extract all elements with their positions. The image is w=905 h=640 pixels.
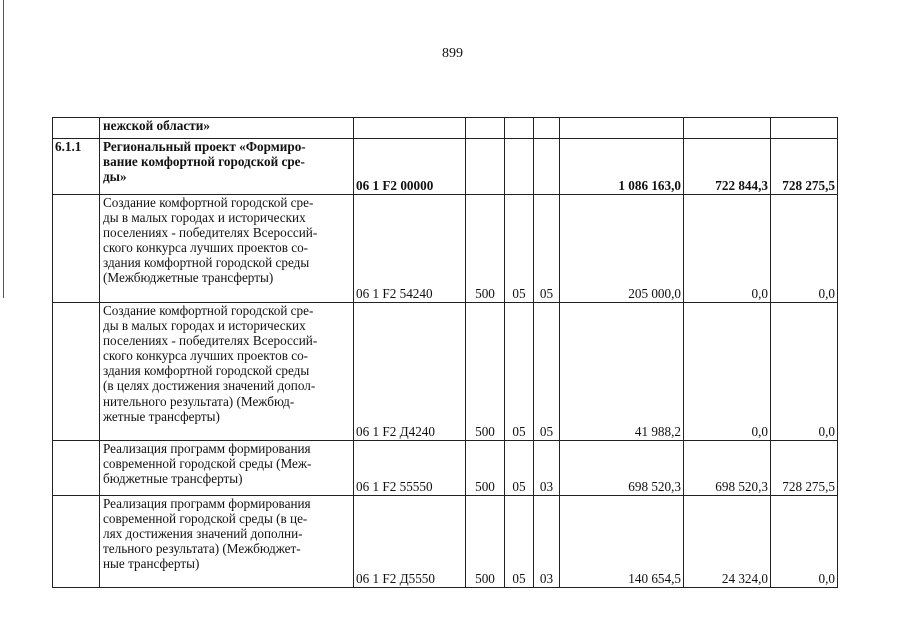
section-code xyxy=(505,139,534,195)
row-description: Региональный проект «Формиро- вание комфортной городской сре- ды» xyxy=(100,139,354,195)
section-code: 05 xyxy=(505,441,534,496)
section-code: 05 xyxy=(505,195,534,303)
section-code xyxy=(505,118,534,139)
amount-year-1: 205 000,0 xyxy=(560,195,684,303)
amount-year-3: 0,0 xyxy=(771,496,838,588)
amount-year-1: 1 086 163,0 xyxy=(560,139,684,195)
table-row xyxy=(53,195,838,303)
page-number: 899 xyxy=(442,46,463,61)
expense-type xyxy=(466,139,505,195)
expense-type: 500 xyxy=(466,303,505,441)
row-number xyxy=(53,118,100,139)
expense-type: 500 xyxy=(466,441,505,496)
table-row xyxy=(53,139,838,195)
subsection-code xyxy=(534,139,560,195)
table-row xyxy=(53,496,838,588)
budget-code: 06 1 F2 00000 xyxy=(354,139,466,195)
amount-year-2: 0,0 xyxy=(684,195,771,303)
expense-type: 500 xyxy=(466,496,505,588)
amount-year-2: 698 520,3 xyxy=(684,441,771,496)
amount-year-2: 24 324,0 xyxy=(684,496,771,588)
expense-type xyxy=(466,118,505,139)
amount-year-1: 698 520,3 xyxy=(560,441,684,496)
row-description: Реализация программ формирования современной городской среды (в це- лях достижения значений дополни- тельного результата) (Межбюджет- ные трансферты) xyxy=(100,496,354,588)
amount-year-1 xyxy=(560,118,684,139)
amount-year-2: 0,0 xyxy=(684,303,771,441)
budget-code: 06 1 F2 54240 xyxy=(354,195,466,303)
amount-year-3: 728 275,5 xyxy=(771,441,838,496)
table-row xyxy=(53,118,838,139)
section-code: 05 xyxy=(505,303,534,441)
budget-code: 06 1 F2 Д4240 xyxy=(354,303,466,441)
subsection-code: 03 xyxy=(534,496,560,588)
amount-year-3 xyxy=(771,118,838,139)
budget-table xyxy=(52,117,838,588)
row-description: нежской области» xyxy=(100,118,354,139)
row-number xyxy=(53,441,100,496)
row-description: Реализация программ формирования современной городской среды (Меж- бюджетные трансферты) xyxy=(100,441,354,496)
subsection-code xyxy=(534,118,560,139)
amount-year-2 xyxy=(684,118,771,139)
budget-code: 06 1 F2 55550 xyxy=(354,441,466,496)
amount-year-3: 0,0 xyxy=(771,303,838,441)
amount-year-3: 728 275,5 xyxy=(771,139,838,195)
row-number xyxy=(53,303,100,441)
row-description: Создание комфортной городской сре- ды в малых городах и исторических поселениях - победителях Всероссий- ского конкурса лучших проектов со- здания комфортной городской среды (в целях достижения значений допол- нительного результата) (Межбюд- жетные трансферты) xyxy=(100,303,354,441)
budget-code: 06 1 F2 Д5550 xyxy=(354,496,466,588)
subsection-code: 03 xyxy=(534,441,560,496)
budget-code xyxy=(354,118,466,139)
subsection-code: 05 xyxy=(534,195,560,303)
table-row xyxy=(53,441,838,496)
subsection-code: 05 xyxy=(534,303,560,441)
row-number xyxy=(53,496,100,588)
margin-rule xyxy=(3,0,4,298)
row-description: Создание комфортной городской сре- ды в малых городах и исторических поселениях - победителях Всероссий- ского конкурса лучших проектов со- здания комфортной городской среды (Межбюджетные трансферты) xyxy=(100,195,354,303)
amount-year-1: 41 988,2 xyxy=(560,303,684,441)
section-code: 05 xyxy=(505,496,534,588)
row-number xyxy=(53,195,100,303)
amount-year-1: 140 654,5 xyxy=(560,496,684,588)
amount-year-2: 722 844,3 xyxy=(684,139,771,195)
table-row xyxy=(53,303,838,441)
amount-year-3: 0,0 xyxy=(771,195,838,303)
expense-type: 500 xyxy=(466,195,505,303)
row-number: 6.1.1 xyxy=(53,139,100,195)
